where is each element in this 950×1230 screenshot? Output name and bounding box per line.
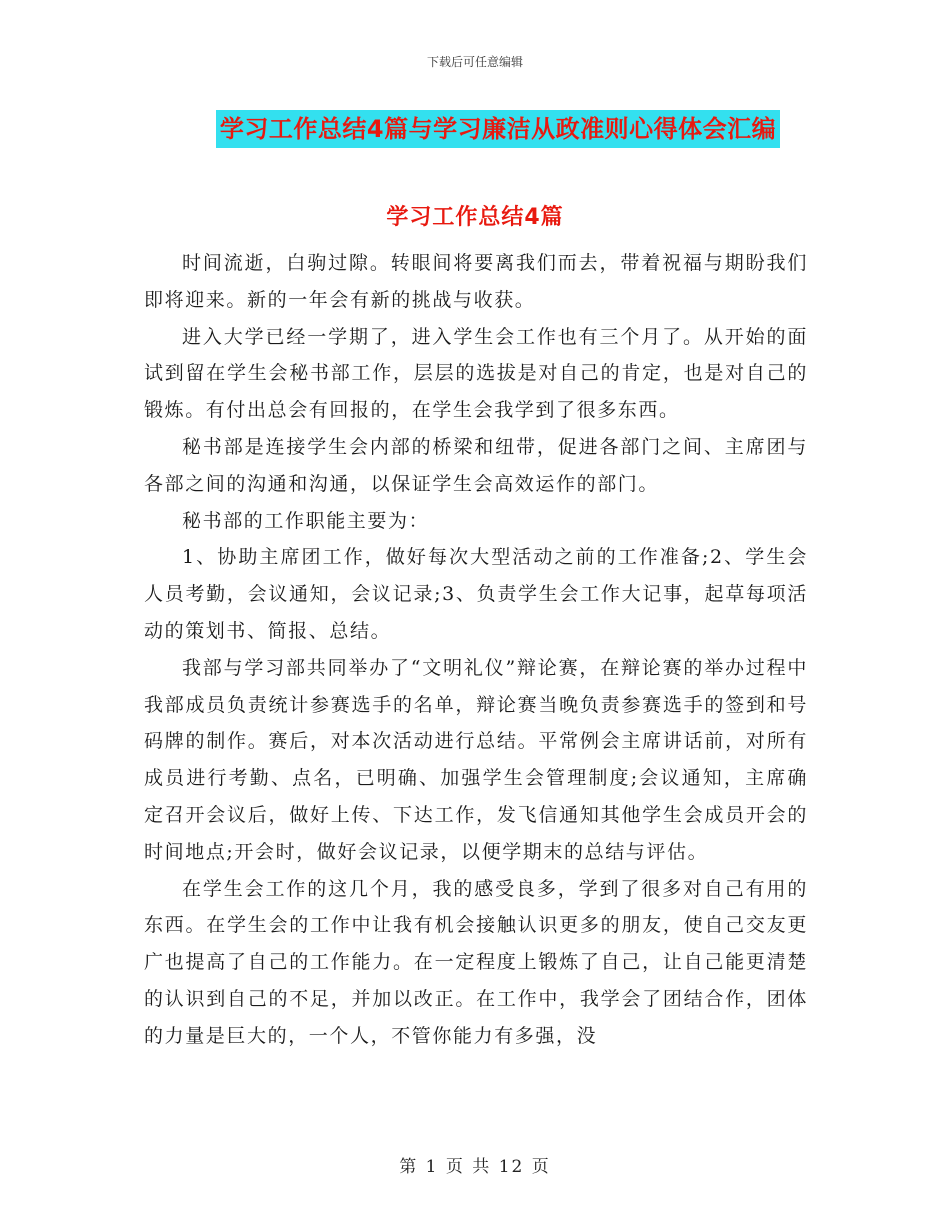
paragraph: 时间流逝，白驹过隙。转眼间将要离我们而去，带着祝福与期盼我们即将迎来。新的一年会有新的挑战与收获。 [144, 252, 808, 311]
paragraph: 1、协助主席团工作，做好每次大型活动之前的工作准备;2、学生会人员考勤，会议通知，会议记录;3、负责学生会工作大记事，起草每项活动的策划书、简报、总结。 [144, 546, 808, 642]
paragraph: 秘书部的工作职能主要为： [182, 509, 430, 532]
paragraph: 进入大学已经一学期了，进入学生会工作也有三个月了。从开始的面试到留在学生会秘书部工作，层层的选拔是对自己的肯定，也是对自己的锻炼。有付出总会有回报的，在学生会我学到了很多东西。 [144, 325, 808, 422]
main-title-container [0, 110, 950, 148]
paragraph: 在学生会工作的这几个月，我的感受良多，学到了很多对自己有用的东西。在学生会的工作中让我有机会接触认识更多的朋友，使自己交友更广也提高了自己的工作能力。在一定程度上锻炼了自己，让自己能更清楚的认识到自己的不足，并加以改正。在工作中，我学会了团结合作，团体的力量是巨大的，一个人，不管你能力有多强，没 [144, 877, 808, 1047]
section-title: 学习工作总结4篇 [386, 205, 564, 230]
document-body [144, 245, 808, 1055]
paragraph: 我部与学习部共同举办了“文明礼仪”辩论赛，在辩论赛的举办过程中我部成员负责统计参赛选手的名单，辩论赛当晚负责参赛选手的签到和号码牌的制作。赛后，对本次活动进行总结。平常例会主席讲话前，对所有成员进行考勤、点名，已明确、加强学生会管理制度;会议通知，主席确定召开会议后，做好上传、下达工作，发飞信通知其他学生会成员开会的时间地点;开会时，做好会议记录，以便学期末的总结与评估。 [144, 656, 808, 863]
main-title: 学习工作总结4篇与学习廉洁从政准则心得体会汇编 [216, 110, 780, 148]
page-footer: 第 1 页 共 12 页 [399, 1157, 551, 1177]
paragraph: 秘书部是连接学生会内部的桥梁和纽带，促进各部门之间、主席团与各部之间的沟通和沟通，以保证学生会高效运作的部门。 [144, 435, 808, 495]
page-header-note: 下载后可任意编辑 [426, 55, 523, 69]
